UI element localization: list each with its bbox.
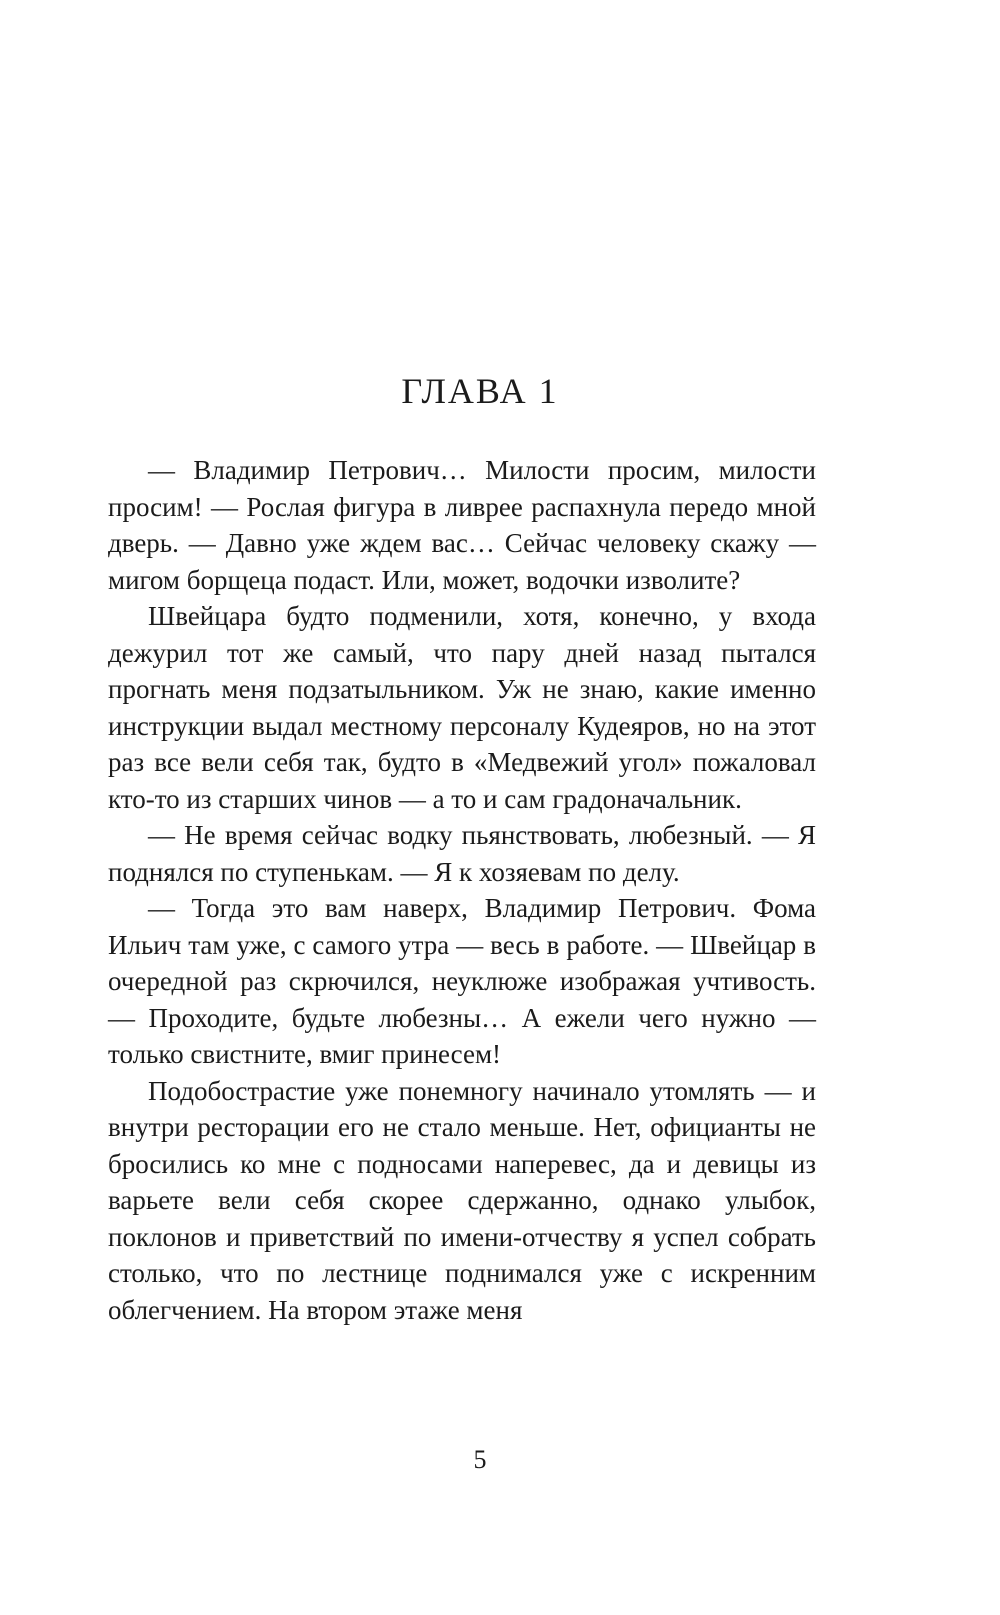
paragraph: — Тогда это вам наверх, Владимир Петрович. Фома Ильич там уже, с самого утра — весь в работе. — Швейцар в очередной раз скрючился, неуклюже изображая учтивость. — Проходите, будьте любезны… А ежели чего нужно — только свистните, вмиг принесем! — [108, 893, 816, 1069]
paragraph: Подобострастие уже понемногу начинало утомлять — и внутри ресторации его не стало меньше. Нет, официанты не бросились ко мне с подносами наперевес, да и девицы из варьете вели себя скорее сдержанно, однако улыбок, поклонов и приветствий по имени-отчеству я успел собрать столько, что по лестнице поднимался уже с искренним облегчением. На втором этаже меня — [108, 1075, 816, 1325]
page-number: 5 — [473, 1445, 487, 1474]
chapter-body — [108, 452, 816, 1328]
chapter-title: ГЛАВА 1 — [401, 371, 559, 411]
paragraph: — Владимир Петрович… Милости просим, милости просим! — Рослая фигура в ливрее распахнула передо мной дверь. — Давно уже ждем вас… Сейчас человеку скажу — мигом борщеца подаст. Или, может, водочки изволите? — [108, 455, 816, 595]
paragraph: Швейцара будто подменили, хотя, конечно, у входа дежурил тот же самый, что пару дней назад пытался прогнать меня подзатыльником. Уж не знаю, какие именно инструкции выдал местному персоналу Кудеяров, но на этот раз все вели себя так, будто в «Медвежий угол» пожаловал кто-то из старших чинов — а то и сам градоначальник. — [108, 601, 816, 814]
paragraph: — Не время сейчас водку пьянствовать, любезный. — Я поднялся по ступенькам. — Я к хозяевам по делу. — [108, 820, 816, 887]
